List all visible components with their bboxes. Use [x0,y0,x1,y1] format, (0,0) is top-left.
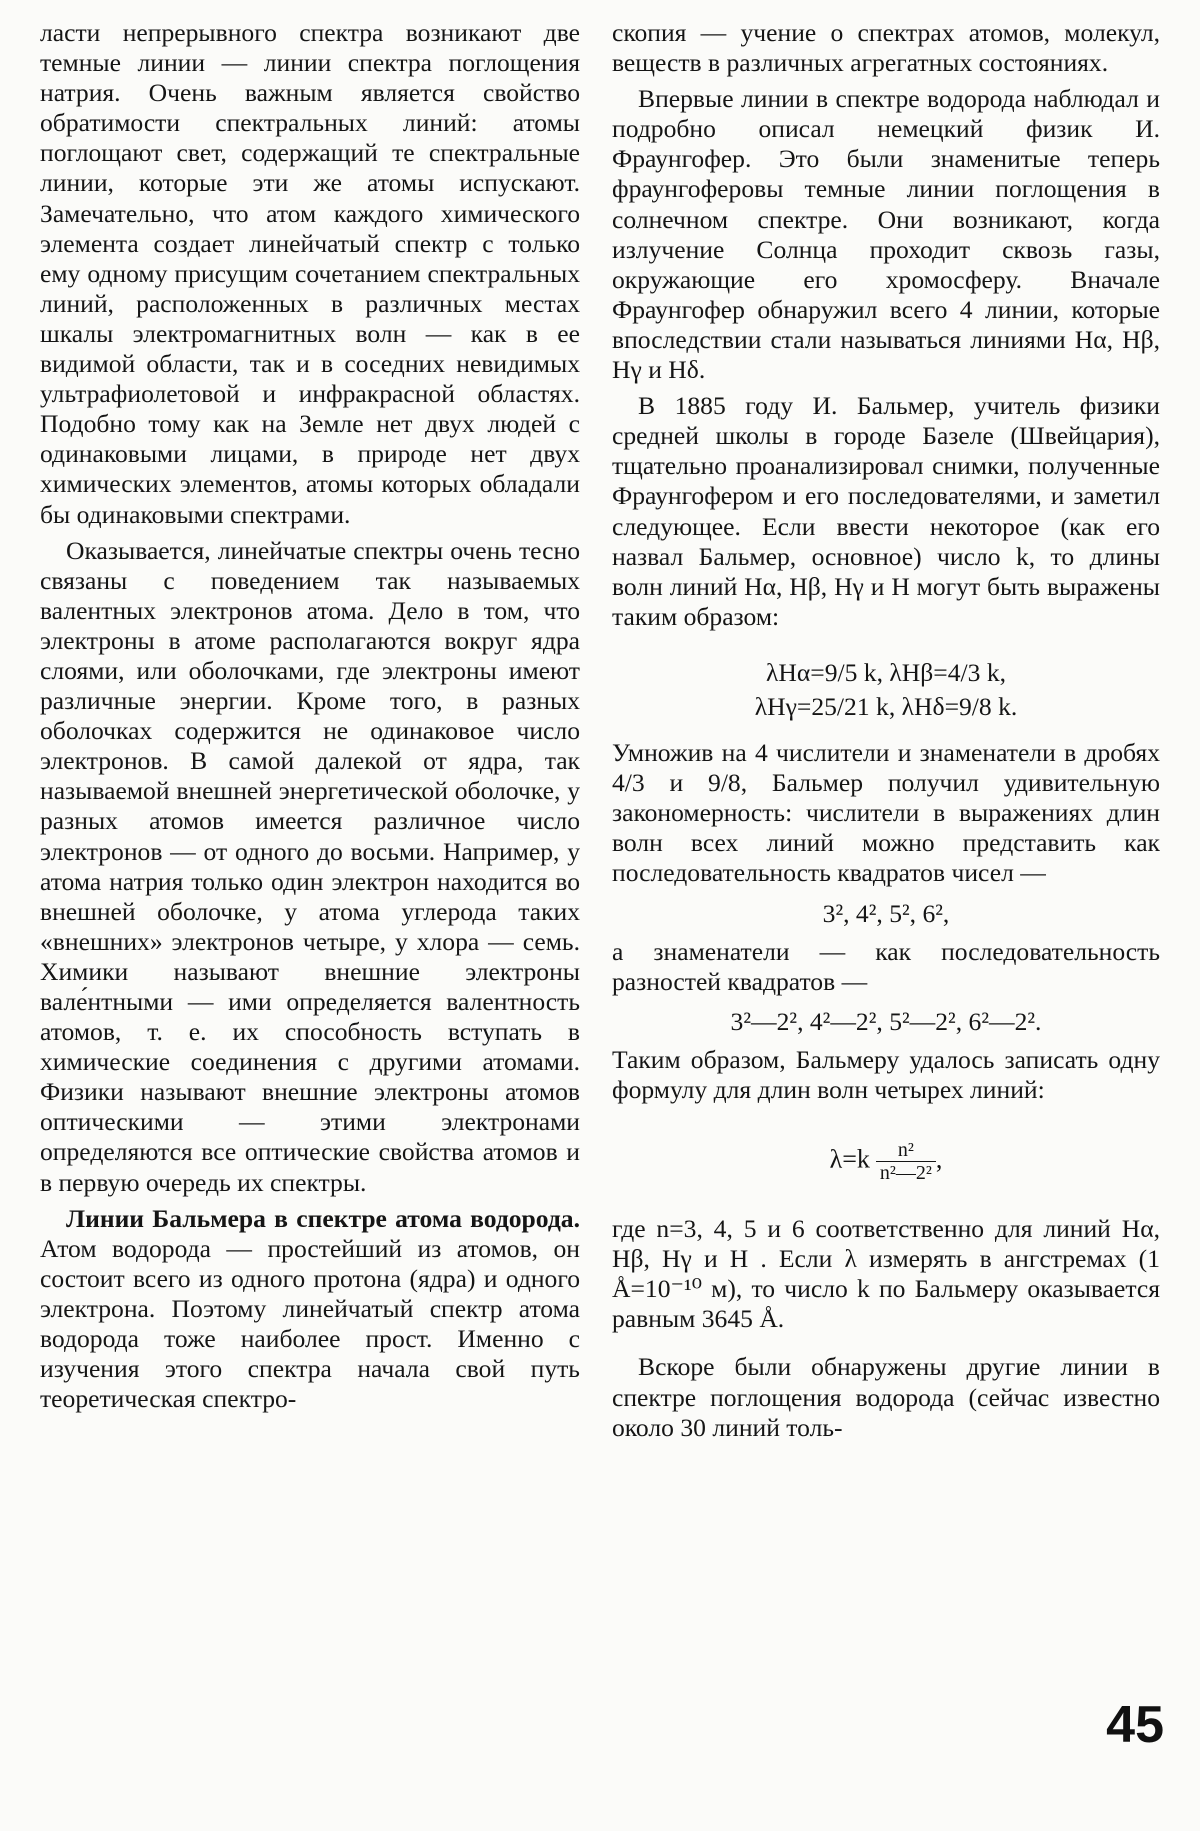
numerator: n² [876,1139,936,1162]
formula: λHγ=25/21 k, λHδ=9/8 k. [754,691,1018,721]
paragraph: Умножив на 4 числители и знаменатели в дробях 4/3 и 9/8, Бальмер получил удивительную закономерность: числители в выражениях длин волн всех линий можно представить как последовательность квадратов чисел — [612,738,1160,888]
formula-lhs: λ=k [829,1144,870,1174]
paragraph: В 1885 году И. Бальмер, учитель физики средней школы в городе Базеле (Швейцария), тщательно проанализировал снимки, полученные Фраунгофером и его последователями, и заметил следующее. Если ввести некоторое (как его назвал Бальмер, основное) число k, то длины волн линий Hα, Hβ, Hγ и H могут быть выражены таким образом: [612,391,1160,631]
left-column [40,18,580,1414]
denominator: n²—2² [879,1162,932,1185]
balmer-formula [612,1139,1160,1184]
paragraph: где n=3, 4, 5 и 6 соответственно для линий Hα, Hβ, Hγ и H . Если λ измерять в ангстремах (1 Å=10⁻¹⁰ м), то число k по Бальмеру оказывается равным 3645 Å. [612,1214,1160,1334]
page-number: 45 [1106,1696,1164,1754]
formula: 3²—2², 4²—2², 5²—2², 6²—2². [730,1006,1042,1036]
formula: 3², 4², 5², 6², [822,898,950,928]
paragraph: скопия — учение о спектрах атомов, молекул, веществ в различных агрегатных состояниях. [612,18,1160,78]
wavelength-formulas [612,658,1160,722]
paragraph: Впервые линии в спектре водорода наблюдал и подробно описал немецкий физик И. Фраунгофер. Это были знаменитые теперь фраунгоферовы темные линии поглощения в солнечном спектре. Они возникают, когда излучение Солнца проходит сквозь газы, окружающие его хромосферу. Вначале Фраунгофер обнаружил всего 4 линии, которые впоследствии стали называться линиями Hα, Hβ, Hγ и Hδ. [612,84,1160,385]
formula-tail: , [935,1144,943,1174]
paragraph-text: Атом водорода — простейший из атомов, он состоит всего из одного протона (ядра) и одного электрона. Поэтому линейчатый спектр атома водорода тоже наиболее прост. Именно с изучения этого спектра начала свой путь теоретическая спектро- [40,1233,580,1414]
paragraph [40,1204,580,1415]
paragraph: ласти непрерывного спектра возникают две темные линии — линии спектра поглощения натрия. Очень важным является свойство обратимости спектральных линий: атомы поглощают свет, содержащий те спектральные линии, которые эти же атомы испускают. Замечательно, что атом каждого химического элемента создает линейчатый спектр с только ему одному присущим сочетанием спектральных линий, расположенных в различных местах шкалы электромагнитных волн — как в ее видимой области, так и в соседних невидимых ультрафиолетовой и инфракрасной областях. Подобно тому как на Земле нет двух людей с одинаковыми лицами, в природе нет двух химических элементов, атомы которых обладали бы одинаковыми спектрами. [40,18,580,529]
fraction [876,1139,936,1184]
paragraph: Оказывается, линейчатые спектры очень тесно связаны с поведением так называемых валентных электронов атома. Дело в том, что электроны в атоме располагаются вокруг ядра слоями, или оболочками, где электроны имеют различные энергии. Кроме того, в разных оболочках содержится не одинаковое число электронов. В самой далекой от ядра, так называемой внешней энергетической оболочке, у разных атомов имеется различное число электронов — от одного до восьми. Например, у атома натрия только один электрон находится во внешней оболочке, у атома углерода таких «внешних» электронов четыре, у хлора — семь. Химики называют внешние электроны вале́нтными — ими определяется валентность атомов, т. е. их способность вступать в химические соединения с другими атомами. Физики называют внешние электроны атомов оптическими — этими электронами определяются все оптические свойства атомов и в первую очередь их спектры. [40,535,580,1197]
paragraph: Вскоре были обнаружены другие линии в спектре поглощения водорода (сейчас известно около 30 линий толь- [612,1352,1160,1442]
paragraph: Таким образом, Бальмеру удалось записать одну формулу для длин волн четырех линий: [612,1044,1160,1104]
right-column [612,18,1160,1443]
paragraph: а знаменатели — как последовательность разностей квадратов — [612,936,1160,996]
section-heading: Линии Бальмера в спектре атома водорода. [66,1203,580,1233]
formula: λHα=9/5 k, λHβ=4/3 k, [765,657,1007,687]
